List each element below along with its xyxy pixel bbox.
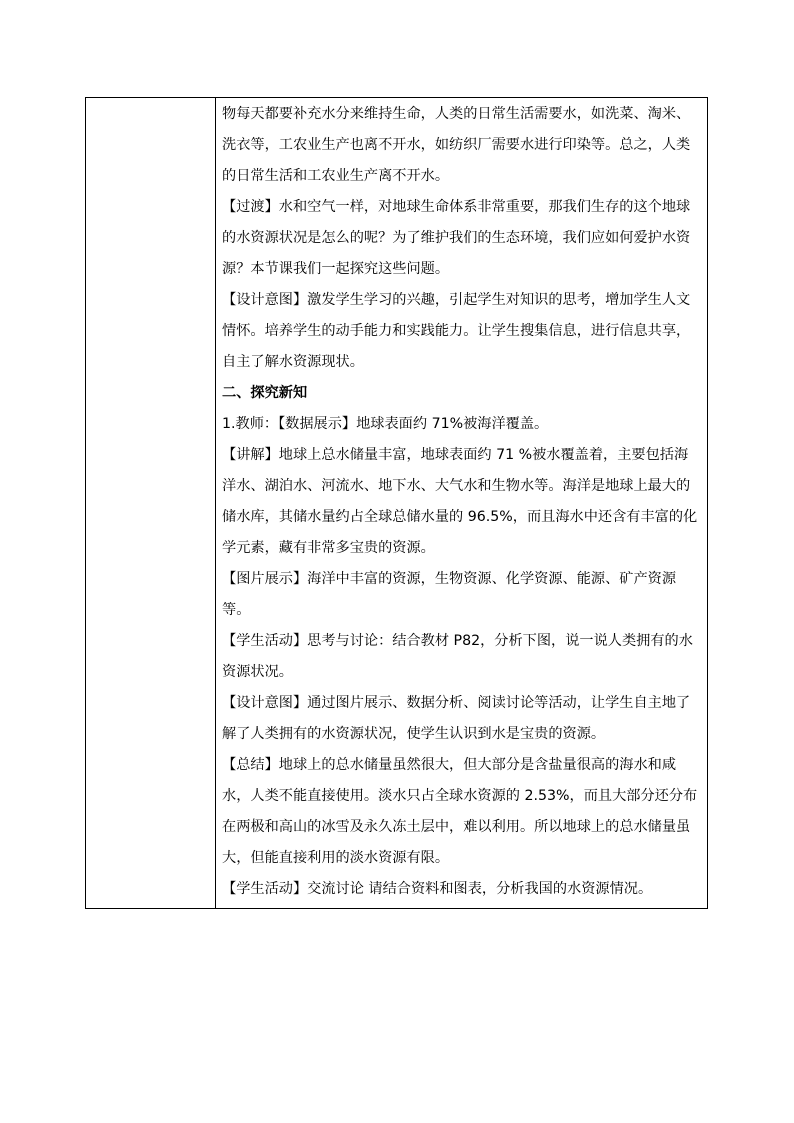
paragraph-student-activity-2: 【学生活动】交流讨论 请结合资料和图表，分析我国的水资源情况。 bbox=[222, 881, 653, 897]
paragraph-design-intent-1: 【设计意图】激发学生学习的兴趣，引起学生对知识的思考，增加学生人文情怀。培养学生的动手能力和实践能力。让学生搜集信息，进行信息共享，自主了解水资源现状。 bbox=[222, 292, 691, 370]
paragraph-summary: 【总结】地球上的总水储量虽然很大，但大部分是含盐量很高的海水和咸水，人类不能直接使用。淡水只占全球水资源的 2.53%，而且大部分还分布在两极和高山的冰雪及永久冻土层中，难以利用。所以地球上的总水储量虽大，但能直接利用的淡水资源有限。 bbox=[222, 757, 698, 866]
paragraph-intro: 物每天都要补充水分来维持生命，人类的日常生活需要水，如洗菜、淘米、洗衣等，工农业生产也离不开水，如纺织厂需要水进行印染等。总之，人类的日常生活和工农业生产离不开水。 bbox=[222, 106, 691, 184]
paragraph-student-activity-1: 【学生活动】思考与讨论：结合教材 P82，分析下图，说一说人类拥有的水资源状况。 bbox=[222, 633, 693, 680]
section-heading-explore: 二、探究新知 bbox=[222, 385, 308, 401]
paragraph-image-display: 【图片展示】海洋中丰富的资源，生物资源、化学资源、能源、矿产资源等。 bbox=[222, 571, 677, 618]
paragraph-design-intent-2: 【设计意图】通过图片展示、数据分析、阅读讨论等活动，让学生自主地了解了人类拥有的水资源状况，使学生认识到水是宝贵的资源。 bbox=[222, 695, 691, 742]
paragraph-explanation: 【讲解】地球上总水储量丰富，地球表面约 71 %被水覆盖着，主要包括海洋水、湖泊水、河流水、地下水、大气水和生物水等。海洋是地球上最大的储水库，其储水量约占全球总储水量的 96.5%，而且海水中还含有丰富的化学元素，藏有非常多宝贵的资源。 bbox=[222, 447, 698, 556]
table-content-cell bbox=[216, 98, 707, 908]
table-left-cell bbox=[86, 98, 216, 908]
lesson-table bbox=[85, 97, 708, 909]
paragraph-transition: 【过渡】水和空气一样，对地球生命体系非常重要，那我们生存的这个地球的水资源状况是怎么的呢？为了维护我们的生态环境，我们应如何爱护水资源？本节课我们一起探究这些问题。 bbox=[222, 199, 691, 277]
paragraph-data-display: 1.教师：【数据展示】地球表面约 71%被海洋覆盖。 bbox=[222, 416, 549, 432]
